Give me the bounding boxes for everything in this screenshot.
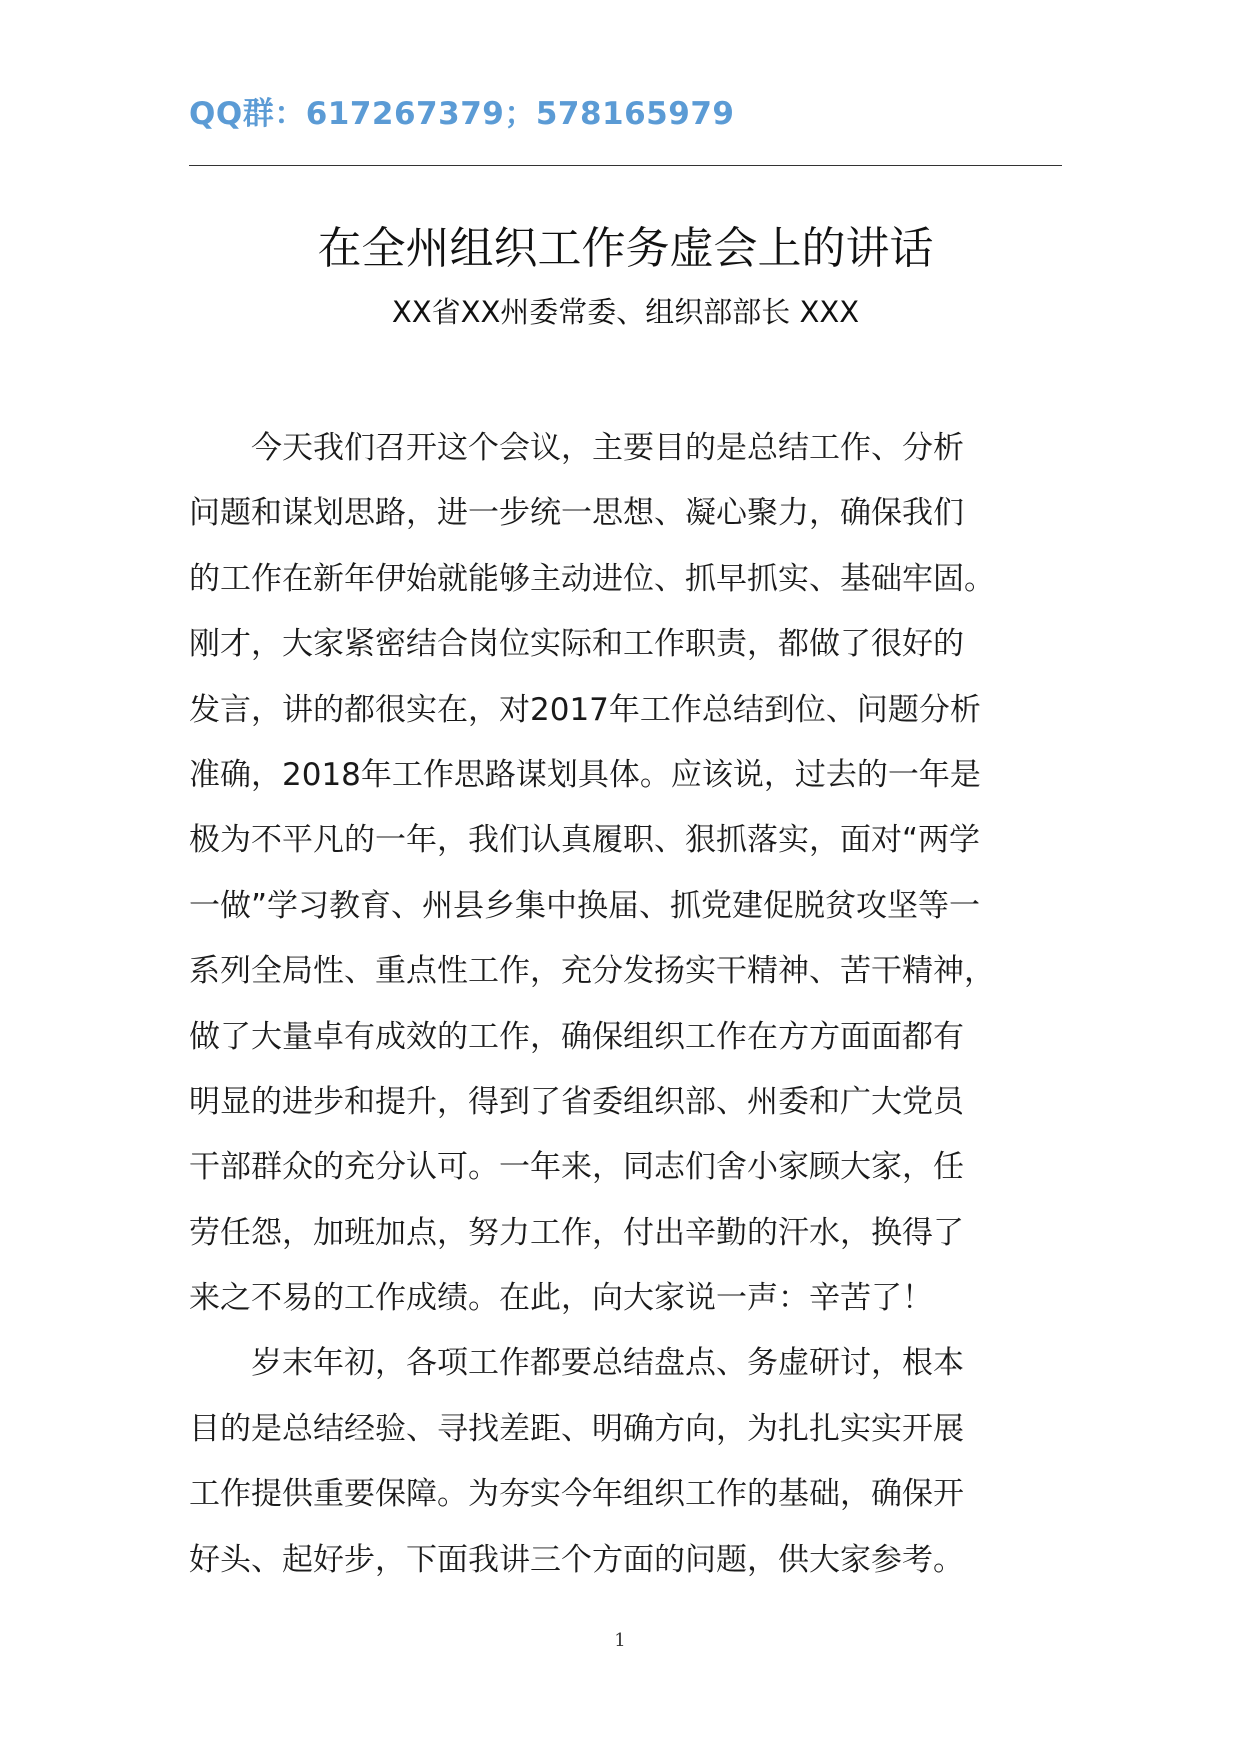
- body-line: 来之不易的工作成绩。在此，向大家说一声：辛苦了！: [189, 1280, 933, 1317]
- body-line: 一做”学习教育、州县乡集中换届、抓党建促脱贫攻坚等一: [189, 887, 981, 924]
- body-line: 明显的进步和提升，得到了省委组织部、州委和广大党员: [189, 1083, 964, 1120]
- document-body: [189, 416, 1062, 1593]
- document-title: 在全州组织工作务虚会上的讲话: [317, 223, 934, 274]
- body-line: 发言，讲的都很实在，对2017年工作总结到位、问题分析: [189, 691, 981, 728]
- body-line: 准确，2018年工作思路谋划具体。应该说，过去的一年是: [189, 756, 981, 793]
- body-line: 劳任怨，加班加点，努力工作，付出辛勤的汗水，换得了: [189, 1214, 964, 1251]
- body-line: 工作提供重要保障。为夯实今年组织工作的基础，确保开: [189, 1476, 964, 1513]
- body-line: 做了大量卓有成效的工作，确保组织工作在方方面面都有: [189, 1018, 964, 1055]
- body-line: 干部群众的充分认可。一年来，同志们舍小家顾大家，任: [189, 1149, 964, 1186]
- page-number: 1: [614, 1630, 626, 1651]
- body-line: 目的是总结经验、寻找差距、明确方向，为扎扎实实开展: [189, 1410, 964, 1447]
- body-line: 极为不平凡的一年，我们认真履职、狠抓落实，面对“两学: [189, 822, 981, 859]
- header-divider: [189, 165, 1062, 166]
- body-line: 岁末年初，各项工作都要总结盘点、务虚研讨，根本: [189, 1345, 964, 1382]
- body-line: 系列全局性、重点性工作，充分发扬实干精神、苦干精神，: [189, 953, 995, 990]
- body-line: 好头、起好步，下面我讲三个方面的问题，供大家参考。: [189, 1541, 964, 1578]
- body-line: 问题和谋划思路，进一步统一思想、凝心聚力，确保我们: [189, 495, 964, 532]
- body-line: 的工作在新年伊始就能够主动进位、抓早抓实、基础牢固。: [189, 560, 995, 597]
- header-contact-text: QQ群：617267379；578165979: [189, 96, 735, 132]
- body-line: 今天我们召开这个会议，主要目的是总结工作、分析: [189, 430, 964, 466]
- body-line: 刚才，大家紧密结合岗位实际和工作职责，都做了很好的: [189, 626, 964, 663]
- document-subtitle: XX省XX州委常委、组织部部长 XXX: [391, 295, 860, 329]
